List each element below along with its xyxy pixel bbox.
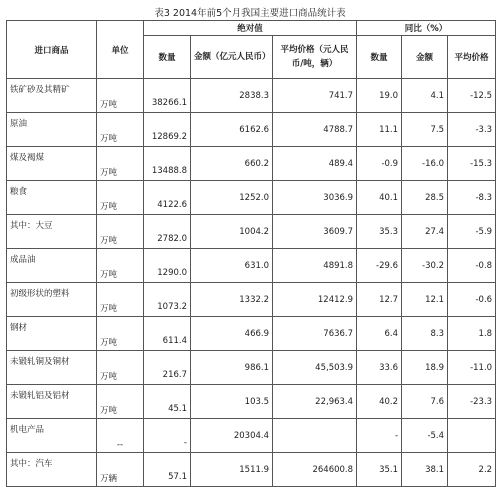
cell-unit: 万吨 [97, 147, 144, 181]
header-absolute: 绝对值 [144, 21, 357, 36]
header-product: 进口商品 [7, 21, 97, 79]
cell-yoy-avg-price [448, 419, 496, 453]
cell-yoy-avg-price: -0.8 [448, 249, 496, 283]
cell-unit: 万吨 [97, 249, 144, 283]
cell-yoy-qty: 35.1 [357, 453, 402, 487]
cell-avg-price: 3036.9 [273, 181, 357, 215]
cell-avg-price [273, 419, 357, 453]
cell-yoy-qty: 40.1 [357, 181, 402, 215]
cell-unit: 万吨 [97, 215, 144, 249]
cell-product: 钢材 [7, 317, 97, 351]
cell-qty: 45.1 [144, 385, 191, 419]
cell-amount: 660.2 [191, 147, 273, 181]
cell-product: 初级形状的塑料 [7, 283, 97, 317]
header-yoy-amount: 金额 [402, 36, 448, 79]
table-row [7, 453, 496, 487]
cell-amount: 6162.6 [191, 113, 273, 147]
header-amount: 金额（亿元人民币） [191, 36, 273, 79]
cell-product: 未锻轧铜及铜材 [7, 351, 97, 385]
cell-unit: 万吨 [97, 317, 144, 351]
cell-qty: 216.7 [144, 351, 191, 385]
table-row [7, 147, 496, 181]
cell-product: 煤及褐煤 [7, 147, 97, 181]
cell-yoy-amount: 4.1 [402, 79, 448, 113]
cell-product: 机电产品 [7, 419, 97, 453]
cell-yoy-qty: 19.0 [357, 79, 402, 113]
cell-yoy-qty: 6.4 [357, 317, 402, 351]
cell-yoy-avg-price: -15.3 [448, 147, 496, 181]
cell-avg-price: 741.7 [273, 79, 357, 113]
cell-amount: 103.5 [191, 385, 273, 419]
cell-yoy-qty: - [357, 419, 402, 453]
cell-qty: 12869.2 [144, 113, 191, 147]
cell-qty: 611.4 [144, 317, 191, 351]
cell-unit: 万吨 [97, 351, 144, 385]
cell-unit: -- [97, 419, 144, 453]
cell-yoy-amount: 7.5 [402, 113, 448, 147]
table-title: 表3 2014年前5个月我国主要进口商品统计表 [154, 8, 346, 19]
header-yoy-qty: 数量 [357, 36, 402, 79]
cell-amount: 1252.0 [191, 181, 273, 215]
cell-yoy-avg-price: 2.2 [448, 453, 496, 487]
cell-avg-price: 264600.8 [273, 453, 357, 487]
cell-amount: 2838.3 [191, 79, 273, 113]
cell-yoy-qty: 35.3 [357, 215, 402, 249]
cell-amount: 631.0 [191, 249, 273, 283]
cell-amount: 1332.2 [191, 283, 273, 317]
cell-avg-price: 489.4 [273, 147, 357, 181]
cell-product: 铁矿砂及其精矿 [7, 79, 97, 113]
cell-product: 原油 [7, 113, 97, 147]
cell-yoy-avg-price: -8.3 [448, 181, 496, 215]
cell-qty: 1073.2 [144, 283, 191, 317]
cell-yoy-avg-price: -23.3 [448, 385, 496, 419]
cell-amount: 20304.4 [191, 419, 273, 453]
table-row [7, 385, 496, 419]
cell-yoy-avg-price: -12.5 [448, 79, 496, 113]
import-statistics-table [6, 20, 496, 487]
cell-unit: 万吨 [97, 113, 144, 147]
cell-yoy-amount: 7.6 [402, 385, 448, 419]
table-row [7, 79, 496, 113]
table-row [7, 351, 496, 385]
table-row [7, 419, 496, 453]
cell-yoy-qty: 12.7 [357, 283, 402, 317]
table-row [7, 249, 496, 283]
cell-yoy-avg-price: -3.3 [448, 113, 496, 147]
table-row [7, 283, 496, 317]
header-yoy-avg-price: 平均价格 [448, 36, 496, 79]
cell-qty: 1290.0 [144, 249, 191, 283]
header-unit: 单位 [97, 21, 144, 79]
header-qty: 数量 [144, 36, 191, 79]
cell-product: 其中：汽车 [7, 453, 97, 487]
cell-yoy-amount: 18.9 [402, 351, 448, 385]
table-row [7, 317, 496, 351]
cell-unit: 万辆 [97, 453, 144, 487]
cell-yoy-amount: 12.1 [402, 283, 448, 317]
cell-qty: 4122.6 [144, 181, 191, 215]
cell-yoy-amount: 8.3 [402, 317, 448, 351]
cell-qty: 38266.1 [144, 79, 191, 113]
cell-yoy-amount: 27.4 [402, 215, 448, 249]
cell-product: 未锻轧铝及铝材 [7, 385, 97, 419]
cell-unit: 万吨 [97, 283, 144, 317]
cell-yoy-avg-price: 1.8 [448, 317, 496, 351]
cell-qty: 2782.0 [144, 215, 191, 249]
cell-unit: 万吨 [97, 79, 144, 113]
cell-yoy-avg-price: -5.9 [448, 215, 496, 249]
table-row [7, 181, 496, 215]
cell-amount: 1004.2 [191, 215, 273, 249]
cell-qty: - [144, 419, 191, 453]
cell-yoy-qty: 33.6 [357, 351, 402, 385]
cell-yoy-qty: 11.1 [357, 113, 402, 147]
cell-yoy-amount: 28.5 [402, 181, 448, 215]
cell-avg-price: 4891.8 [273, 249, 357, 283]
table-row [7, 215, 496, 249]
cell-avg-price: 12412.9 [273, 283, 357, 317]
cell-product: 粮食 [7, 181, 97, 215]
cell-yoy-amount: -30.2 [402, 249, 448, 283]
cell-unit: 万吨 [97, 385, 144, 419]
cell-product: 其中：大豆 [7, 215, 97, 249]
header-yoy: 同比（%） [357, 21, 496, 36]
cell-unit: 万吨 [97, 181, 144, 215]
cell-avg-price: 7636.7 [273, 317, 357, 351]
cell-amount: 1511.9 [191, 453, 273, 487]
cell-amount: 986.1 [191, 351, 273, 385]
table-row [7, 113, 496, 147]
cell-yoy-amount: 38.1 [402, 453, 448, 487]
cell-yoy-qty: 40.2 [357, 385, 402, 419]
cell-avg-price: 4788.7 [273, 113, 357, 147]
cell-yoy-avg-price: -11.0 [448, 351, 496, 385]
header-avg-price: 平均价格（元人民币/吨，辆） [273, 36, 357, 79]
cell-yoy-amount: -16.0 [402, 147, 448, 181]
cell-amount: 466.9 [191, 317, 273, 351]
cell-yoy-qty: -0.9 [357, 147, 402, 181]
cell-avg-price: 45,503.9 [273, 351, 357, 385]
cell-yoy-avg-price: -0.6 [448, 283, 496, 317]
cell-product: 成品油 [7, 249, 97, 283]
cell-qty: 13488.8 [144, 147, 191, 181]
cell-qty: 57.1 [144, 453, 191, 487]
cell-yoy-amount: -5.4 [402, 419, 448, 453]
cell-yoy-qty: -29.6 [357, 249, 402, 283]
cell-avg-price: 3609.7 [273, 215, 357, 249]
cell-avg-price: 22,963.4 [273, 385, 357, 419]
